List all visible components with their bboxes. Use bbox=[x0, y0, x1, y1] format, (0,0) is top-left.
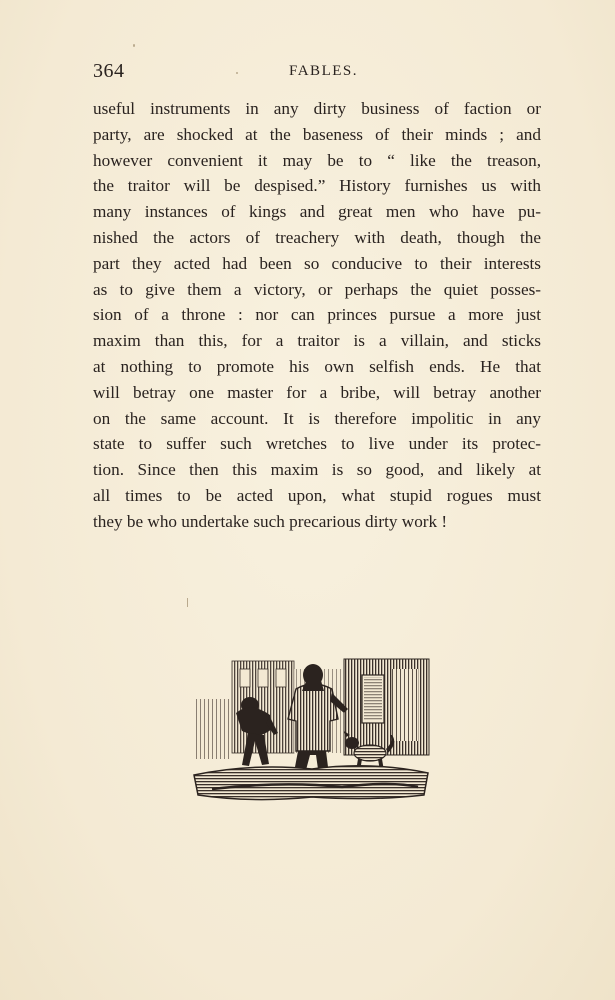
text-line: part they acted had been so conducive to their interests bbox=[93, 253, 541, 273]
text-line: maxim than this, for a traitor is a villain, and sticks bbox=[93, 331, 541, 351]
text-line: all times to be acted upon, what stupid rogues must bbox=[93, 485, 541, 505]
page-number: 364 bbox=[93, 60, 125, 82]
text-line: party, are shocked at the baseness of their minds ; and bbox=[93, 124, 541, 144]
text-line: the traitor will be despised.” History furnishes us with bbox=[93, 176, 541, 196]
paper-speck bbox=[236, 72, 238, 74]
running-head: FABLES. bbox=[289, 63, 358, 79]
text-line: useful instruments in any dirty business of faction or bbox=[93, 99, 541, 118]
text-line: however convenient it may be to “ like the treason, bbox=[93, 150, 541, 170]
text-line: at nothing to promote his own selfish ends. He that bbox=[93, 356, 541, 376]
text-line: state to suffer such wretches to live under its protec- bbox=[93, 434, 541, 454]
ground bbox=[194, 766, 428, 800]
text-line: as to give them a victory, or perhaps the quiet posses- bbox=[93, 279, 541, 299]
text-line: nished the actors of treachery with death, though the bbox=[93, 227, 541, 247]
text-line: will betray one master for a bribe, will betray another bbox=[93, 382, 541, 402]
body-text bbox=[93, 96, 541, 535]
paper-speck bbox=[133, 44, 135, 47]
text-line: many instances of kings and great men who have pu- bbox=[93, 202, 541, 222]
page-header bbox=[93, 60, 541, 86]
text-line: tion. Since then this maxim is so good, and likely at bbox=[93, 460, 541, 480]
text-line: sion of a throne : nor can princes pursue a more just bbox=[93, 305, 541, 325]
paper-speck bbox=[187, 598, 188, 607]
text-line: they be who undertake such precarious dirty work ! bbox=[93, 511, 448, 531]
text-line: on the same account. It is therefore impolitic in any bbox=[93, 408, 541, 428]
woodcut-illustration bbox=[192, 655, 432, 805]
